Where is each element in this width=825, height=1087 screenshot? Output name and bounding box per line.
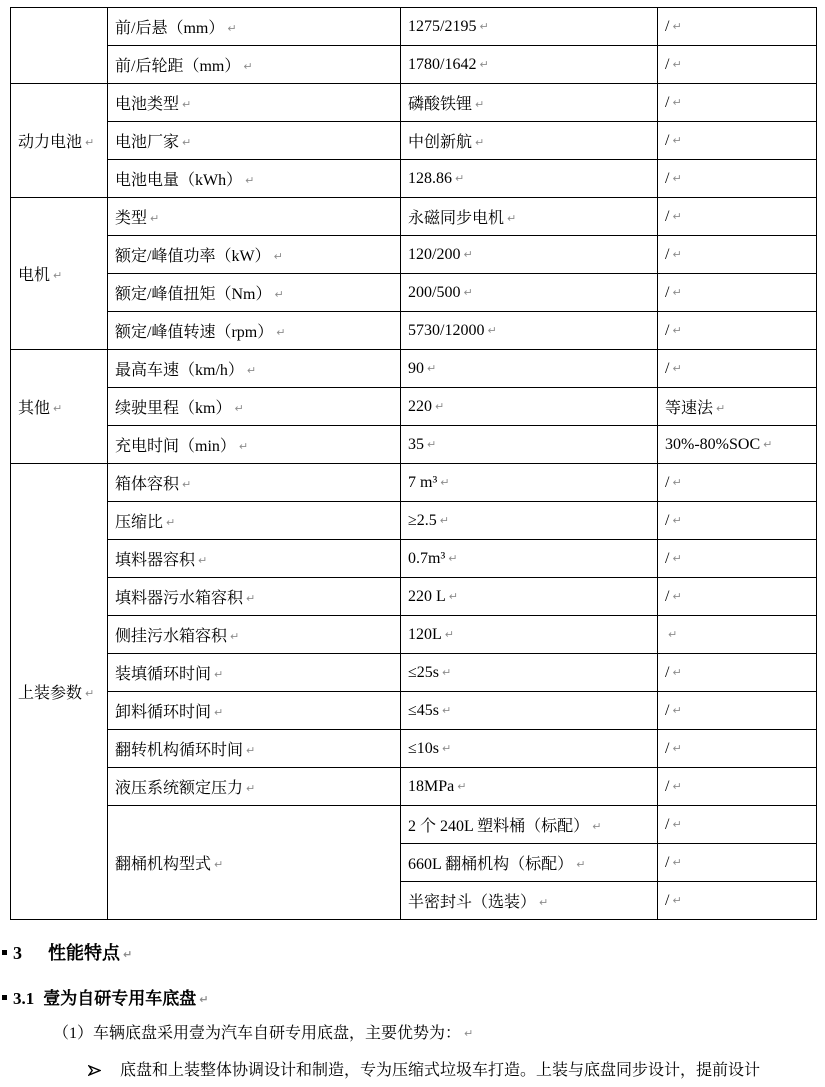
note-cell [658, 312, 817, 350]
cell-text: / [665, 891, 670, 909]
paragraph-mark: ↵ [444, 627, 454, 641]
paragraph-mark: ↵ [448, 551, 458, 565]
cell-text: / [665, 283, 670, 301]
note-cell [658, 502, 817, 540]
paragraph-mark: ↵ [487, 323, 497, 337]
paragraph-mark: ↵ [246, 364, 257, 377]
parameter-cell [108, 46, 401, 84]
cell-text: 等速法 [665, 400, 714, 417]
value-cell [401, 350, 658, 388]
parameter-cell [108, 388, 401, 426]
paragraph-mark: ↵ [672, 513, 682, 527]
square-bullet-icon [2, 995, 7, 1000]
table-row [11, 388, 817, 426]
table-row [11, 768, 817, 806]
parameter-cell [108, 274, 401, 312]
cell-text: 1275/2195 [408, 17, 477, 35]
paragraph-mark: ↵ [479, 57, 489, 71]
value-cell [401, 122, 658, 160]
table-row [11, 198, 817, 236]
bullet-text: 底盘和上装整体协调设计和制造，专为压缩式垃圾车打造。上装与底盘同步设计，提前设计 [120, 1062, 761, 1079]
category-cell [11, 198, 108, 350]
parameter-cell [108, 540, 401, 578]
paragraph-mark: ↵ [238, 440, 249, 453]
parameter-cell [108, 8, 401, 46]
paragraph-mark: ↵ [716, 402, 726, 415]
paragraph-mark: ↵ [672, 171, 682, 185]
paragraph-mark: ↵ [672, 133, 682, 147]
note-cell [658, 882, 817, 920]
paragraph-mark: ↵ [234, 402, 244, 415]
parameter-cell [108, 768, 401, 806]
parameter-cell [108, 692, 401, 730]
paragraph-mark: ↵ [448, 589, 458, 603]
paragraph-mark: ↵ [442, 665, 452, 679]
table-row [11, 540, 817, 578]
parameter-cell [108, 198, 401, 236]
table-row [11, 46, 817, 84]
paragraph-text: （1）车辆底盘采用壹为汽车自研专用底盘，主要优势为： [53, 1025, 462, 1042]
note-cell [658, 578, 817, 616]
paragraph-mark: ↵ [198, 554, 208, 567]
table-row [11, 8, 817, 46]
paragraph-mark: ↵ [672, 855, 682, 869]
cell-text: 半密封斗（选装） [408, 894, 537, 911]
value-cell [401, 274, 658, 312]
table-row [11, 426, 817, 464]
cell-text: 1780/1642 [408, 55, 477, 73]
parameter-cell [108, 236, 401, 274]
parameter-cell [108, 806, 401, 920]
cell-text: 填料器污水箱容积 [115, 590, 244, 607]
category-cell [11, 350, 108, 464]
paragraph-mark: ↵ [672, 551, 682, 565]
paragraph-mark: ↵ [273, 250, 283, 263]
value-cell [401, 198, 658, 236]
cell-text: 前/后悬（mm） [115, 20, 225, 37]
note-cell [658, 692, 817, 730]
cell-text: 220 [408, 397, 432, 415]
value-cell [401, 616, 658, 654]
paragraph-mark: ↵ [150, 212, 160, 225]
cell-text: 续驶里程（km） [115, 400, 232, 417]
paragraph-mark: ↵ [763, 437, 773, 451]
paragraph-mark: ↵ [53, 269, 63, 282]
paragraph-mark: ↵ [672, 361, 682, 375]
value-cell [401, 692, 658, 730]
paragraph-mark: ↵ [214, 858, 224, 871]
paragraph-mark: ↵ [166, 516, 176, 529]
paragraph-mark: ↵ [457, 779, 467, 793]
value-cell [401, 160, 658, 198]
cell-text: 装填循环时间 [115, 666, 212, 683]
paragraph-mark: ↵ [668, 627, 678, 641]
paragraph-mark: ↵ [246, 782, 256, 795]
cell-text: 额定/峰值功率（kW） [115, 248, 271, 265]
note-cell [658, 654, 817, 692]
cell-text: / [665, 207, 670, 225]
cell-text: 额定/峰值转速（rpm） [115, 324, 274, 341]
table-row [11, 730, 817, 768]
paragraph-mark: ↵ [442, 741, 452, 755]
cell-text: / [665, 93, 670, 111]
cell-text: 5730/12000 [408, 321, 485, 339]
paragraph-mark: ↵ [427, 361, 437, 375]
category-cell [11, 8, 108, 84]
parameter-cell [108, 84, 401, 122]
parameter-cell [108, 578, 401, 616]
paragraph-mark: ↵ [85, 687, 95, 700]
parameter-cell [108, 312, 401, 350]
value-cell [401, 388, 658, 426]
cell-text: ≤45s [408, 701, 440, 719]
note-cell [658, 730, 817, 768]
value-cell [401, 426, 658, 464]
paragraph-mark: ↵ [672, 779, 682, 793]
cell-text: / [665, 853, 670, 871]
cell-text: 120/200 [408, 245, 461, 263]
value-cell [401, 46, 658, 84]
table-row [11, 578, 817, 616]
cell-text: / [665, 663, 670, 681]
value-cell [401, 84, 658, 122]
cell-text: / [665, 701, 670, 719]
paragraph-mark: ↵ [455, 171, 465, 185]
note-cell [658, 464, 817, 502]
cell-text: / [665, 815, 670, 833]
cell-text: 最高车速（km/h） [115, 362, 244, 379]
cell-text: 30%-80%SOC [665, 435, 761, 453]
note-cell [658, 8, 817, 46]
value-cell [401, 464, 658, 502]
spec-table-body [11, 8, 817, 920]
paragraph-mark: ↵ [672, 817, 682, 831]
cell-text: / [665, 739, 670, 757]
paragraph-mark: ↵ [214, 668, 224, 681]
cell-text: / [665, 131, 670, 149]
paragraph-mark: ↵ [182, 98, 192, 111]
value-cell [401, 654, 658, 692]
note-cell [658, 388, 817, 426]
cell-text: / [665, 169, 670, 187]
value-cell [401, 312, 658, 350]
cell-text: 额定/峰值扭矩（Nm） [115, 286, 272, 303]
paragraph-mark: ↵ [672, 665, 682, 679]
paragraph-mark: ↵ [592, 820, 602, 833]
value-cell [401, 8, 658, 46]
arrow-bullet-icon [88, 1062, 101, 1080]
paragraph-mark: ↵ [672, 475, 682, 489]
cell-text: 翻转机构循环时间 [115, 742, 244, 759]
paragraph-mark: ↵ [672, 703, 682, 717]
section-heading-3 [2, 939, 132, 965]
cell-text: ≤25s [408, 663, 440, 681]
category-cell [11, 84, 108, 198]
paragraph-mark: ↵ [274, 288, 284, 301]
table-row [11, 502, 817, 540]
table-row [11, 692, 817, 730]
cell-text: 660L 翻桶机构（标配） [408, 856, 574, 873]
parameter-cell [108, 502, 401, 540]
paragraph-mark: ↵ [199, 993, 209, 1006]
cell-text: 侧挂污水箱容积 [115, 628, 228, 645]
heading-number: 3.1 [13, 989, 35, 1008]
paragraph-mark: ↵ [123, 948, 133, 961]
note-cell [658, 160, 817, 198]
table-row [11, 160, 817, 198]
cell-text: / [665, 245, 670, 263]
paragraph-mark: ↵ [276, 326, 286, 339]
paragraph-mark: ↵ [672, 57, 682, 71]
cell-text: 充电时间（min） [115, 438, 236, 455]
cell-text: / [665, 511, 670, 529]
cell-text: 前/后轮距（mm） [115, 58, 241, 75]
paragraph-mark: ↵ [427, 437, 437, 451]
value-cell [401, 768, 658, 806]
cell-text: 液压系统额定压力 [115, 780, 244, 797]
table-row [11, 84, 817, 122]
cell-text: 200/500 [408, 283, 461, 301]
cell-text: 上装参数 [18, 685, 83, 702]
note-cell [658, 274, 817, 312]
table-row [11, 312, 817, 350]
paragraph-mark: ↵ [475, 98, 485, 111]
note-cell [658, 844, 817, 882]
cell-text: 动力电池 [18, 134, 83, 151]
cell-text: 电池厂家 [115, 134, 180, 151]
paragraph-mark: ↵ [243, 60, 253, 73]
square-bullet-icon [2, 950, 7, 955]
cell-text: / [665, 473, 670, 491]
paragraph-mark: ↵ [230, 630, 240, 643]
note-cell [658, 616, 817, 654]
note-cell [658, 122, 817, 160]
parameter-cell [108, 654, 401, 692]
paragraph-mark: ↵ [439, 513, 449, 527]
note-cell [658, 46, 817, 84]
value-cell [401, 236, 658, 274]
body-paragraph [53, 1020, 473, 1043]
heading-title: 壹为自研专用车底盘 [43, 989, 197, 1008]
cell-text: / [665, 359, 670, 377]
value-cell [401, 578, 658, 616]
paragraph-mark: ↵ [246, 592, 256, 605]
heading-title: 性能特点 [48, 943, 120, 963]
paragraph-mark: ↵ [507, 212, 517, 225]
value-cell [401, 882, 658, 920]
paragraph-mark: ↵ [214, 706, 224, 719]
note-cell [658, 768, 817, 806]
value-cell [401, 502, 658, 540]
cell-text: / [665, 587, 670, 605]
parameter-cell [108, 616, 401, 654]
paragraph-mark: ↵ [53, 402, 63, 415]
parameter-cell [108, 426, 401, 464]
cell-text: 卸料循环时间 [115, 704, 212, 721]
paragraph-mark: ↵ [672, 323, 682, 337]
cell-text: 0.7m³ [408, 549, 446, 567]
paragraph-mark: ↵ [479, 19, 489, 33]
bullet-list-item [88, 1057, 816, 1080]
spec-table [10, 7, 817, 920]
paragraph-mark: ↵ [227, 22, 237, 35]
value-cell [401, 730, 658, 768]
paragraph-mark: ↵ [672, 741, 682, 755]
note-cell [658, 84, 817, 122]
paragraph-mark: ↵ [672, 95, 682, 109]
paragraph-mark: ↵ [672, 209, 682, 223]
cell-text: 箱体容积 [115, 476, 180, 493]
cell-text: 填料器容积 [115, 552, 196, 569]
table-row [11, 806, 817, 844]
cell-text: / [665, 321, 670, 339]
note-cell [658, 198, 817, 236]
note-cell [658, 236, 817, 274]
cell-text: 电池类型 [115, 96, 180, 113]
paragraph-mark: ↵ [463, 285, 473, 299]
table-row [11, 236, 817, 274]
section-heading-3-1 [2, 984, 208, 1009]
paragraph-mark: ↵ [435, 399, 445, 413]
category-cell [11, 464, 108, 920]
cell-text: 其他 [18, 400, 51, 417]
paragraph-mark: ↵ [672, 19, 682, 33]
parameter-cell [108, 730, 401, 768]
paragraph-mark: ↵ [182, 136, 192, 149]
cell-text: / [665, 55, 670, 73]
table-row [11, 654, 817, 692]
paragraph-mark: ↵ [576, 858, 586, 871]
cell-text: 翻桶机构型式 [115, 856, 212, 873]
note-cell [658, 350, 817, 388]
note-cell [658, 426, 817, 464]
cell-text: 压缩比 [115, 514, 164, 531]
table-row [11, 616, 817, 654]
paragraph-mark: ↵ [464, 1027, 474, 1040]
note-cell [658, 540, 817, 578]
parameter-cell [108, 122, 401, 160]
value-cell [401, 540, 658, 578]
table-row [11, 274, 817, 312]
cell-text: ≥2.5 [408, 511, 437, 529]
paragraph-mark: ↵ [475, 136, 485, 149]
paragraph-mark: ↵ [672, 893, 682, 907]
value-cell [401, 806, 658, 844]
cell-text: 90 [408, 359, 424, 377]
cell-text: / [665, 549, 670, 567]
cell-text: / [665, 777, 670, 795]
paragraph-mark: ↵ [440, 475, 450, 489]
cell-text: 电池电量（kWh） [115, 172, 243, 189]
note-cell [658, 806, 817, 844]
cell-text: 120L [408, 625, 442, 643]
parameter-cell [108, 464, 401, 502]
table-row [11, 350, 817, 388]
cell-text: 中创新航 [408, 134, 473, 151]
cell-text: / [665, 17, 670, 35]
table-row [11, 122, 817, 160]
cell-text: 128.86 [408, 169, 452, 187]
cell-text: 类型 [115, 210, 148, 227]
cell-text: 永磁同步电机 [408, 210, 505, 227]
paragraph-mark: ↵ [245, 174, 255, 187]
table-row [11, 464, 817, 502]
paragraph-mark: ↵ [672, 247, 682, 261]
paragraph-mark: ↵ [85, 136, 95, 149]
cell-text: 18MPa [408, 777, 455, 795]
parameter-cell [108, 350, 401, 388]
paragraph-mark: ↵ [672, 589, 682, 603]
heading-number: 3 [13, 943, 22, 963]
parameter-cell [108, 160, 401, 198]
cell-text: 220 L [408, 587, 446, 605]
cell-text: 7 m³ [408, 473, 438, 491]
cell-text: 磷酸铁锂 [408, 96, 473, 113]
paragraph-mark: ↵ [672, 285, 682, 299]
cell-text: 35 [408, 435, 424, 453]
paragraph-mark: ↵ [442, 703, 452, 717]
cell-text: 2 个 240L 塑料桶（标配） [408, 818, 590, 835]
paragraph-mark: ↵ [463, 247, 473, 261]
cell-text: 电机 [18, 267, 51, 284]
paragraph-mark: ↵ [182, 478, 192, 491]
cell-text: ≤10s [408, 739, 440, 757]
paragraph-mark: ↵ [539, 896, 549, 909]
value-cell [401, 844, 658, 882]
paragraph-mark: ↵ [246, 744, 256, 757]
